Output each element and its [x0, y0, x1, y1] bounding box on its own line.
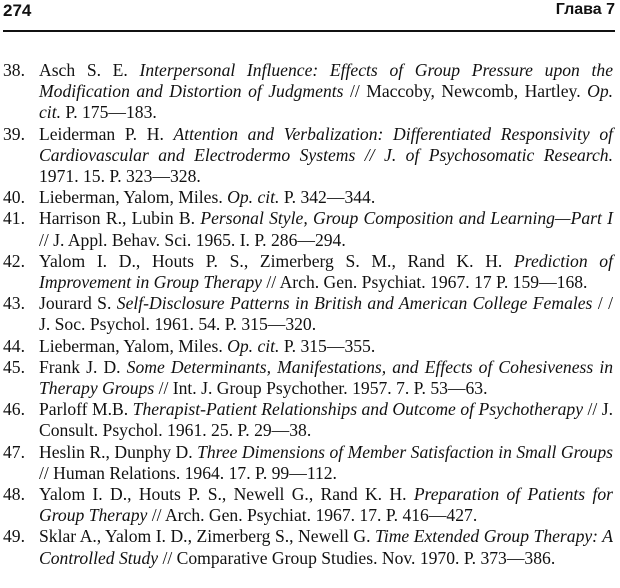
reference-item [3, 357, 613, 399]
reference-title: Personal Style, Group Composition and Learning—Part I [200, 208, 613, 229]
reference-number: 45. [3, 356, 25, 377]
reference-item [3, 336, 613, 357]
reference-text: // Maccoby, Newcomb, Hartley. [343, 81, 588, 102]
reference-title: Preparation of Patients for Group Therapy [39, 484, 613, 526]
reference-text: P. 175—183. [60, 102, 157, 123]
reference-item [3, 293, 613, 335]
reference-number: 38. [3, 60, 25, 80]
reference-text: // Comparative Group Studies. Nov. 1970. P. 373—386. [158, 547, 556, 568]
page-number: 274 [3, 1, 32, 20]
reference-text: // Int. J. Group Psychother. 1957. 7. P. 53—63. [154, 378, 488, 399]
reference-number: 44. [3, 335, 25, 356]
reference-text: Sklar A., Yalom I. D., Zimerberg S., Newell G. [39, 526, 376, 547]
reference-title: Prediction of Improvement in Group Therapy [39, 250, 613, 293]
reference-text: / / J. Soc. Psychol. 1961. 54. P. 315—320. [39, 293, 614, 335]
reference-title: Op. cit. [227, 187, 280, 208]
reference-number: 43. [3, 293, 25, 314]
reference-text: P. 315—355. [279, 335, 376, 356]
reference-item [3, 187, 613, 208]
reference-text: Parloff M.B. [39, 399, 133, 420]
reference-item [3, 484, 613, 526]
reference-number: 46. [3, 399, 25, 420]
reference-text: Heslin R., Dunphy D. [39, 441, 198, 462]
page-header [3, 0, 615, 26]
reference-title: Op. cit. [227, 335, 280, 356]
reference-text: Yalom I. D., Houts P. S., Zimerberg S. M., Rand K. H. [39, 250, 514, 271]
reference-text: Harrison R., Lubin B. [39, 208, 201, 229]
reference-item [3, 251, 613, 293]
reference-title: Three Dimensions of Member Satisfaction in Small Groups [197, 441, 613, 462]
reference-text: P. 342—344. [279, 187, 376, 208]
reference-number: 42. [3, 250, 25, 271]
reference-item [3, 60, 613, 124]
reference-title: Op. cit. [39, 81, 614, 123]
reference-text: // Human Relations. 1964. 17. P. 99—112. [39, 462, 337, 483]
reference-title: Interpersonal Influence: Effects of Group Pressure upon the Modification and Distortion of Judgments [39, 60, 613, 102]
reference-text: Frank J. D. [39, 356, 127, 377]
reference-text: // Arch. Gen. Psychiat. 1967. 17 P. 159—168. [261, 272, 588, 293]
reference-title: Therapist-Patient Relationships and Outcome of Psychotherapy [132, 399, 584, 420]
reference-number: 49. [3, 526, 25, 547]
reference-text: Yalom I. D., Houts P. S., Newell G., Rand K. H. [39, 484, 414, 505]
reference-text: Lieberman, Yalom, Miles. [39, 187, 228, 208]
reference-text: // J. Consult. Psychol. 1961. 25. P. 29—38. [39, 399, 614, 441]
chapter-title: Глава 7 [555, 1, 615, 18]
reference-text: Leiderman P. H. [39, 123, 174, 144]
reference-text: Lieberman, Yalom, Miles. [39, 335, 228, 356]
reference-title: Attention and Verbalization: Differentiated Responsivity of Cardiovascular and Electrodermo Systems // J. of Psychosomatic Research. [39, 123, 613, 165]
reference-number: 39. [3, 123, 25, 144]
reference-text: 1971. 15. P. 323—328. [39, 166, 201, 187]
reference-text: // Arch. Gen. Psychiat. 1967. 17. P. 416—427. [147, 505, 478, 526]
reference-item [3, 399, 613, 441]
reference-text: Asch S. E. [39, 60, 140, 80]
reference-text: Jourard S. [39, 293, 117, 314]
reference-title: Some Determinants, Manifestations, and Effects of Cohesiveness in Therapy Groups [39, 356, 613, 399]
reference-number: 47. [3, 441, 25, 462]
header-rule [3, 30, 615, 32]
reference-item [3, 442, 613, 484]
reference-list [3, 60, 613, 569]
reference-title: Time Extended Group Therapy: A Controlled Study [39, 526, 613, 568]
reference-item [3, 208, 613, 250]
reference-item [3, 526, 613, 568]
reference-item [3, 124, 613, 188]
reference-text: // J. Appl. Behav. Sci. 1965. I. P. 286—294. [39, 229, 346, 250]
reference-number: 41. [3, 208, 25, 229]
reference-number: 40. [3, 187, 25, 208]
reference-title: Self-Disclosure Patterns in British and American College Females [116, 293, 593, 314]
reference-number: 48. [3, 484, 25, 505]
